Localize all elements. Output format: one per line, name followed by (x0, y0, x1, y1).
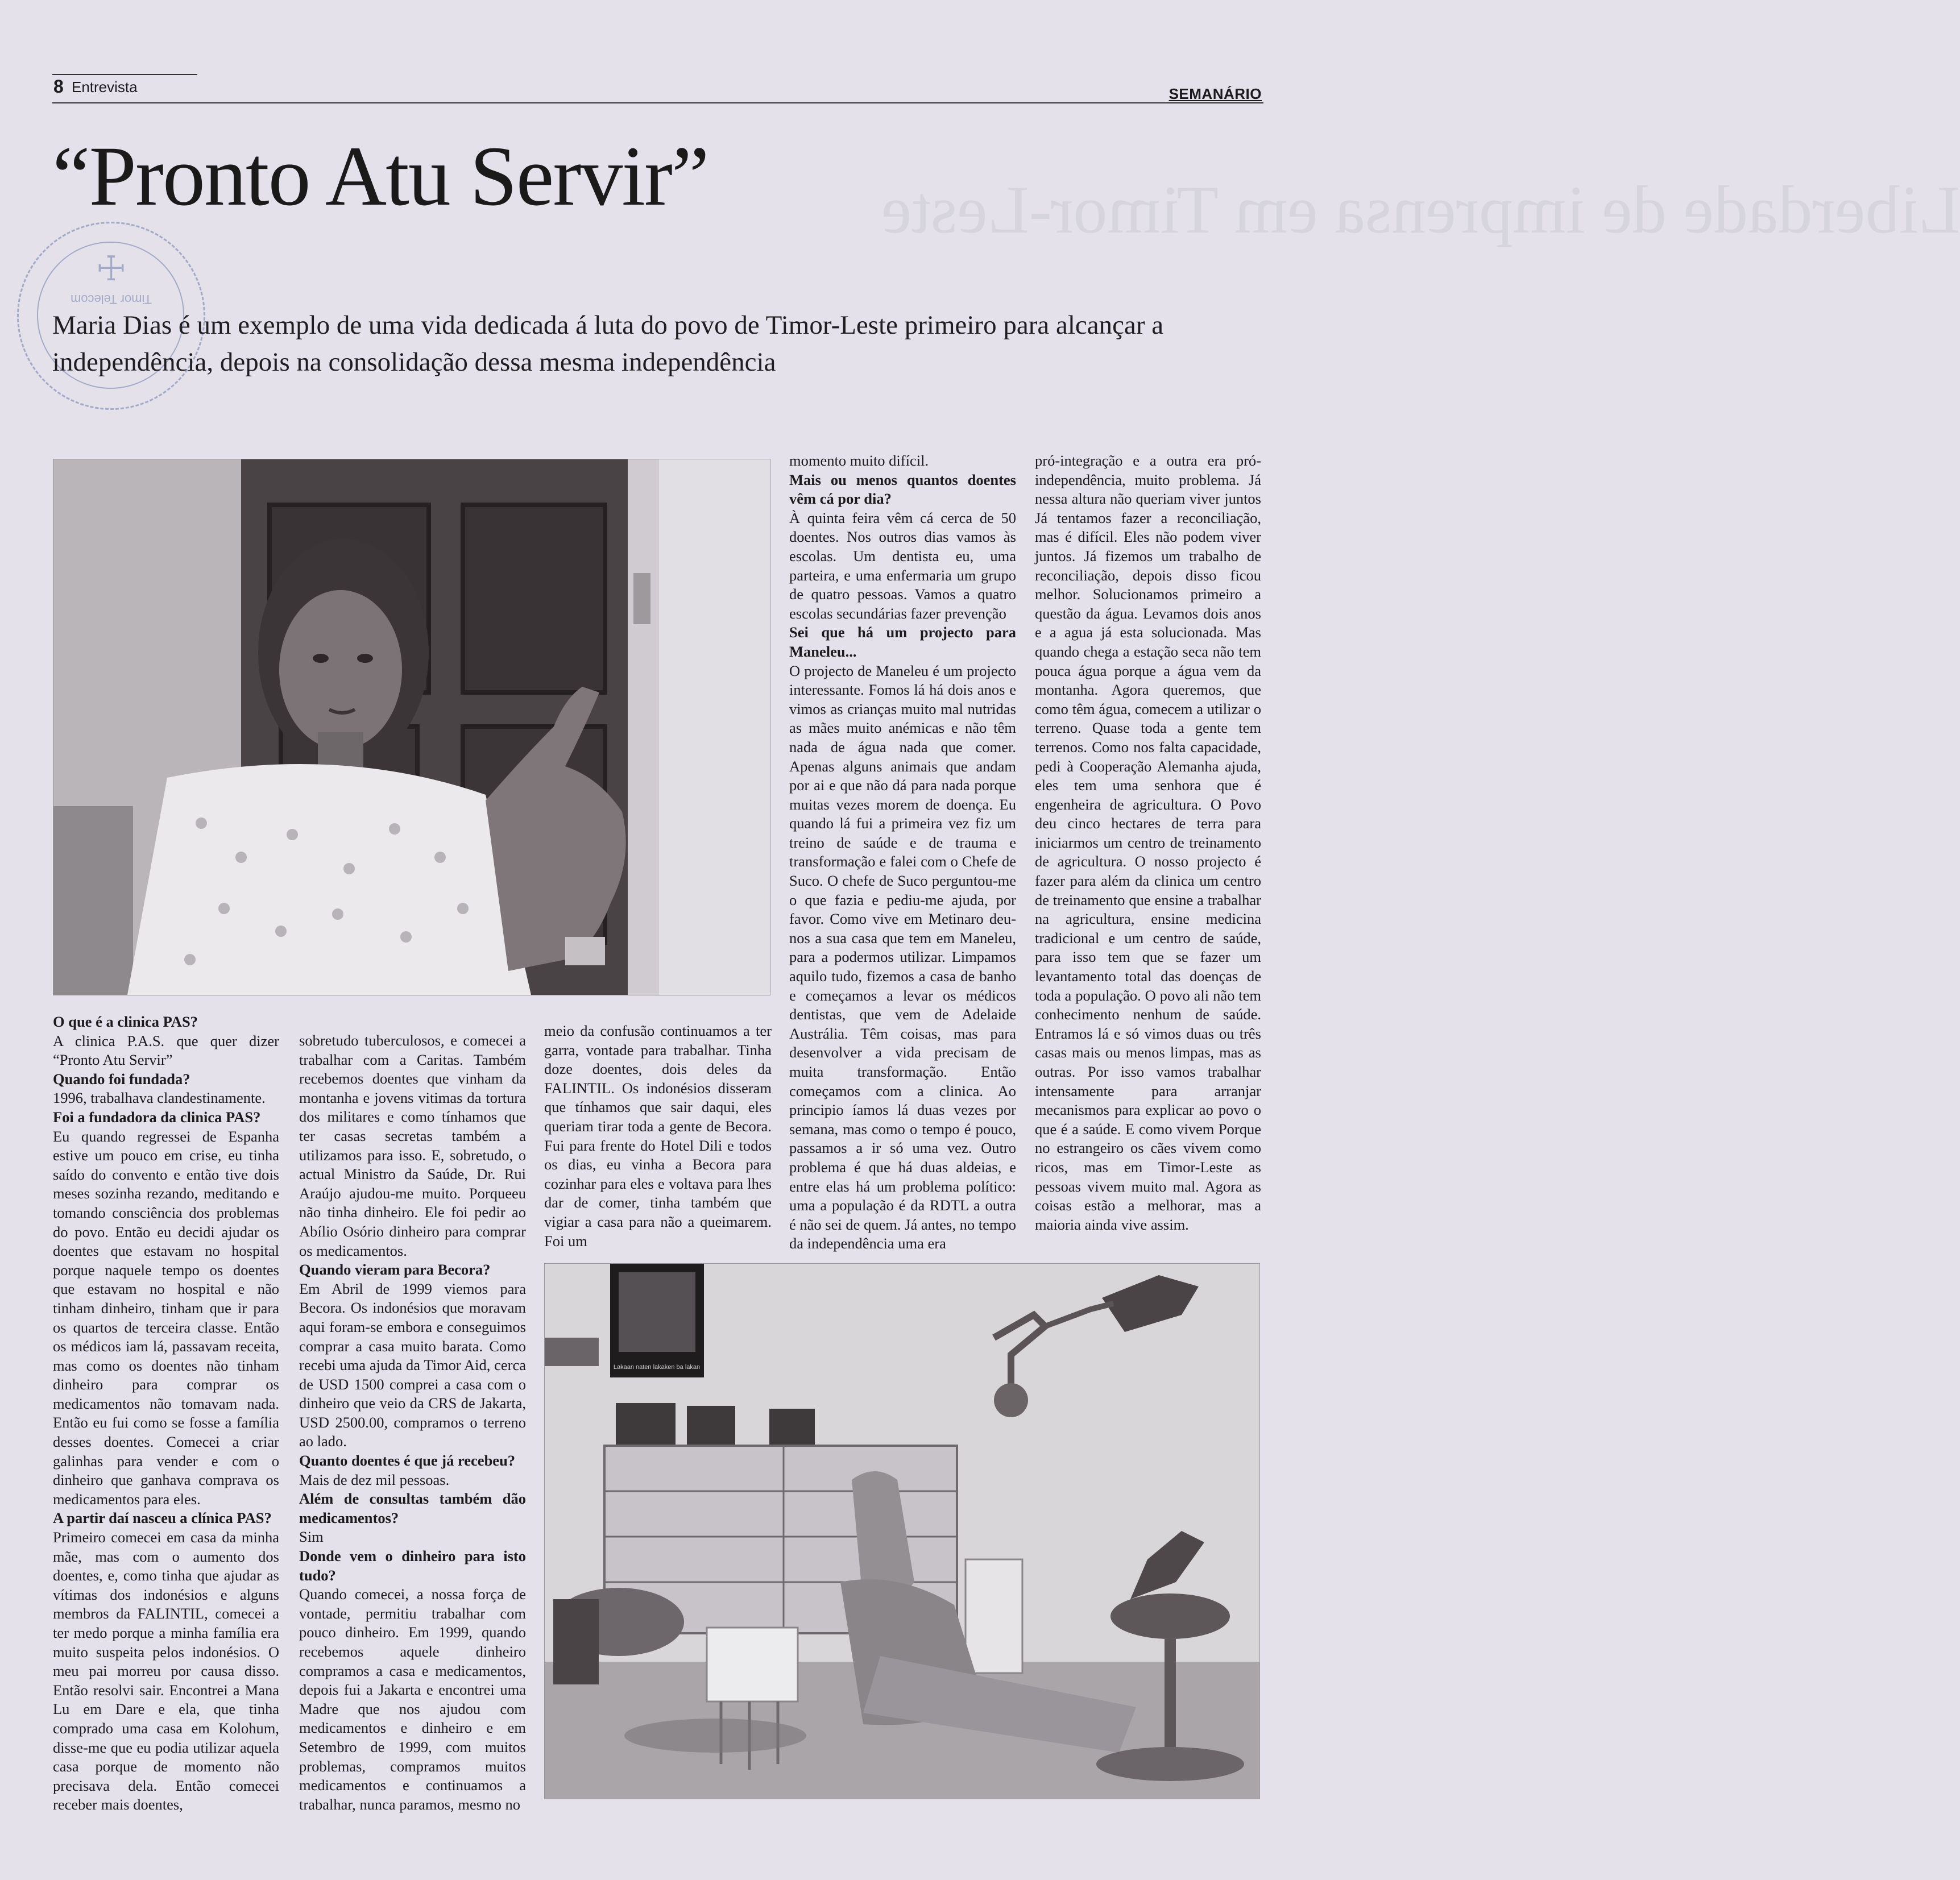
interview-answer: Quando comecei, a nossa força de vontade, permitiu trabalhar com pouco dinheiro. Em 1999, quando recebemos aquele dinheiro compramos a casa e medicamentos, depois fui a Jakarta e encontrei uma Madre que nos ajudou com medicamentos e dinheiro e em Setembro de 1999, com muitos problemas, compramos muitos medicamentos e continuamos a trabalhar, nunca paramos, mesmo no (299, 1586, 526, 1813)
interview-answer: momento muito difícil. (789, 452, 929, 469)
interview-question: Além de consultas também dão medicamentos? (299, 1490, 526, 1526)
header-rule-short (52, 74, 197, 75)
interview-answer: Sim (299, 1528, 324, 1546)
interview-answer: À quinta feira vêm cá cerca de 50 doentes. Nos outros dias vamos às escolas. Um dentista eu, uma parteira, e uma enfermaria um grupo de quatro pessoas. Vamos a quatro escolas secundárias fazer prevenção (789, 509, 1016, 622)
interview-question: O que é a clinica PAS? (53, 1013, 198, 1030)
interview-answer: Mais de dez mil pessoas. (299, 1471, 450, 1488)
interview-answer: Eu quando regressei de Espanha estive um pouco em crise, eu tinha saído do convento e então tive dois meses sozinha rezando, meditando e tomando consciência dos problemas do povo. Então eu decidi ajudar os doentes que estavam no hospital porque naquele tempo os doentes que estavam no hospital e não tinham dinheiro, tinham que ir para os quartos de terceira classe. Então os médicos iam lá, passavam receita, mas como os doentes não tinham dinheiro para comprar os medicamentos não tomavam nada. Então eu fui como se fosse a família desses doentes. Comecei a criar galinhas para vender e com o dinheiro que ganhava comprava os medicamentos para eles. (53, 1127, 279, 1508)
article-column-1 (53, 1012, 279, 1815)
interview-answer: O projecto de Maneleu é um projecto interessante. Fomos lá há dois anos e vimos as crianças muito mal nutridas as mães muito anémicas e não têm nada de água nada que comer. Apenas alguns animais que andam por ai e que não dá para nada porque muitas vezes morem de doença. Eu quando lá fui a primeira vez fiz um treino de saúde e de trauma e transformação e falei com o Chefe de Suco. O chefe de Suco perguntou-me o que fazia e pediu-me ajuda, por favor. Como vive em Metinaro deu-nos a sua casa que tem em Maneleu, para a podermos utilizar. Limpamos aquilo tudo, fizemos a casa de banho e começamos a levar os médicos dentistas, que vem de Adelaide Austrália. Têm coisas, mas para desenvolver a vida precisam de muita transformação. Então começamos com a clinica. Ao principio íamos lá duas vezes por semana, mas como o tempo é pouco, passamos a ir só uma vez. Outro problema é que há duas aldeias, e entre elas há um problema político: uma a população é da RDTL a outra é não sei de quem. Já antes, no tempo da independência uma era (789, 662, 1016, 1252)
section-name: Entrevista (72, 78, 138, 96)
interview-answer: sobretudo tuberculosos, e comecei a trabalhar com a Caritas. Também recebemos doentes que vinham da montanha e jovens vitimas da tortura dos militares e como tínhamos que ter casas secretas também a utilizamos para isso. E, sobretudo, o actual Ministro da Saúde, Dr. Rui Araújo ajudou-me muito. Porqueeu não tinha dinheiro. Ele foi pedir ao Abílio Osório dinheiro para comprar os medicamentos. (299, 1032, 526, 1259)
article-column-2 (299, 1031, 526, 1814)
interview-answer: 1996, trabalhava clandestinamente. (53, 1089, 266, 1107)
article-column-4 (789, 451, 1016, 1254)
article-lede: Maria Dias é um exemplo de uma vida dedicada á luta do povo de Timor-Leste primeiro para alcançar a independência, depois na consolidação dessa mesma independência (52, 310, 1164, 377)
interview-question: Mais ou menos quantos doentes vêm cá por dia? (789, 471, 1016, 508)
article-title: “Pronto Atu Servir” (52, 129, 708, 223)
poster-caption: Lakaan naten lakaken ba lakan (613, 1364, 701, 1371)
interview-question: Quando foi fundada? (53, 1070, 190, 1088)
publication-name: SEMANÁRIO (1168, 85, 1262, 102)
interview-answer: pró-integração e a outra era pró-independência, muito problema. Já nessa altura não queriam viver juntos Já tentamos fazer a reconciliação, mas é difícil. Eles não podem viver juntos. Já fizemos um trabalho de reconciliação, depois disso ficou melhor. Solucionamos primeiro a questão da água. Levamos dois anos e a agua já esta solucionada. Mas quando chega a estação seca não tem pouca água porque a água vem da montanha. Agora queremos, que como têm água, comecem a utilizar o terreno. Quase toda a gente tem terrenos. Como nos falta capacidade, pedi à Cooperação Alemanha ajuda, eles tem uma senhora que é engenheira de agricultura. O Povo deu cinco hectares de terra para iniciarmos um centro de treinamento de agricultura. O nosso projecto é fazer para além da clinica um centro de treinamento que ensine a trabalhar na agricultura, ensine medicina tradicional e um centro de saúde, para isso tem que se fazer um levantamento total das doenças de toda a população. O povo ali não tem conhecimento nenhum de saúde. Entramos lá e só vimos duas ou três casas mais ou menos limpas, mas as outras. Por isso vamos trabalhar intensamente para arranjar mecanismos para explicar ao povo o que é a saúde. E como vivem Porque no estrangeiro os cães vivem como ricos, mas em Timor-Leste as pessoas vivem muito mal. Agora as coisas estão a melhorar, mas a maioria ainda vive assim. (1035, 452, 1261, 1233)
page-number: 8 (53, 76, 64, 97)
show-through-headline: Liberdade de imprensa em Timor-Leste (881, 172, 1960, 247)
dental-clinic-photo (544, 1263, 1260, 1799)
interview-question: Foi a fundadora da clinica PAS? (53, 1108, 261, 1126)
stamp-text: Timor Telecom (70, 292, 152, 306)
interview-answer: Primeiro comecei em casa da minha mãe, mas com o aumento dos doentes, e, como tinha que ajudar as vítimas dos indonésios e alguns membros da FALINTIL, comecei a ter medo porque a minha família era muito suspeita pelos indonésios. O meu pai morreu por causa disso. Então resolvi sair. Encontrei a Mana Lu em Dare e ela, que tinha comprado uma casa em Kolohum, disse-me que eu podia utilizar aquela casa porque de momento não precisava dela. Então comecei receber mais doentes, (53, 1529, 279, 1813)
interview-answer: A clinica P.A.S. que quer dizer “Pronto Atu Servir” (53, 1032, 279, 1069)
interview-question: Sei que há um projecto para Maneleu... (789, 624, 1016, 660)
article-column-5 (1035, 451, 1261, 1234)
interview-question: Quanto doentes é que já recebeu? (299, 1452, 516, 1470)
header-rule (52, 102, 1263, 103)
interview-question: A partir daí nasceu a clínica PAS? (53, 1509, 272, 1527)
interview-answer: Em Abril de 1999 viemos para Becora. Os indonésios que moravam aqui foram-se embora e conseguimos comprar a casa muito barata. Como recebi uma ajuda da Timor Aid, cerca de USD 1500 comprei a casa com o dinheiro que veio da CRS de Jakarta, USD 2500.00, compramos o terreno ao lado. (299, 1280, 526, 1450)
interview-answer: meio da confusão continuamos a ter garra, vontade para trabalhar. Tinha doze doentes, dois deles da FALINTIL. Os indonésios disseram que tínhamos que sair daqui, eles queriam tirar toda a gente de Becora. Fui para frente do Hotel Dili e todos os dias, eu vinha a Becora para cozinhar para eles e voltava para lhes dar de comer, tinha também que vigiar a casa para não a queimarem. Foi um (544, 1022, 772, 1250)
article-column-3 (544, 1022, 772, 1251)
interview-question: Donde vem o dinheiro para isto tudo? (299, 1547, 526, 1584)
stamp-emblem-icon: ☩ (96, 250, 127, 288)
portrait-photo (53, 459, 770, 995)
interview-question: Quando vieram para Becora? (299, 1261, 491, 1279)
